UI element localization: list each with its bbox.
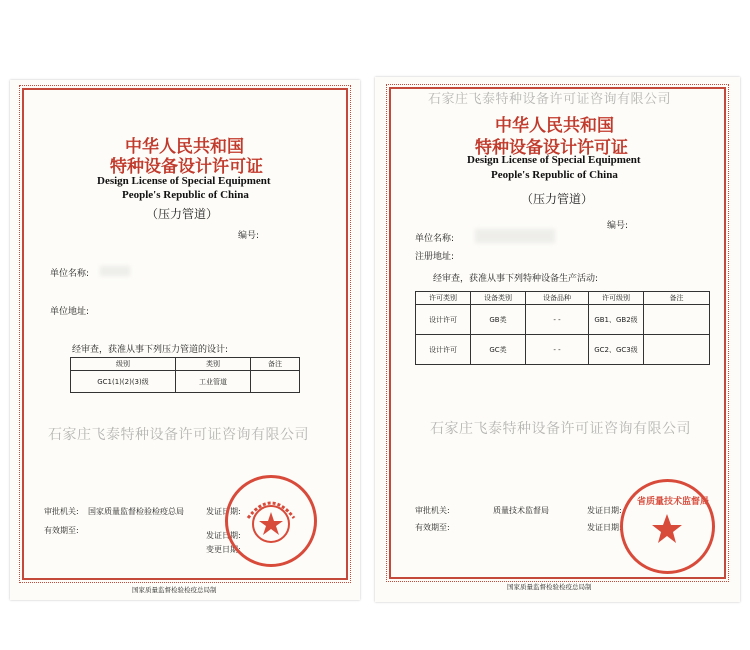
- right-footer: 国家质量监督检验检疫总局制: [507, 583, 592, 591]
- left-table-header: 类别: [176, 358, 251, 371]
- left-category: （压力管道）: [146, 207, 219, 221]
- left-footer: 国家质量监督检验检疫总局制: [132, 586, 217, 594]
- left-change-date-label: 变更日期:: [206, 545, 241, 554]
- watermark-middle-right: 石家庄飞泰特种设备许可证咨询有限公司: [430, 421, 691, 437]
- left-license-table: [70, 357, 300, 393]
- left-table-cell: GC1(1)(2)(3)级: [71, 371, 176, 393]
- right-approving-authority-label: 审批机关:: [415, 506, 450, 515]
- left-approval-text: 经审查，获准从事下列压力管道的设计:: [72, 345, 229, 355]
- right-table-cell: GC类: [471, 335, 526, 365]
- left-title-en-line2: People's Republic of China: [122, 189, 249, 201]
- right-table-cell: - -: [526, 335, 589, 365]
- right-table-header: 设备类别: [471, 292, 526, 305]
- right-table-header: 备注: [644, 292, 710, 305]
- left-issue-date-label-2: 发证日期:: [206, 531, 241, 540]
- right-table-cell: [644, 305, 710, 335]
- right-issue-date-label-2: 发证日期:: [587, 523, 622, 532]
- right-table-cell: [644, 335, 710, 365]
- left-approving-authority: 国家质量监督检验检疫总局: [88, 507, 184, 516]
- national-emblem-icon: [228, 478, 314, 564]
- left-number-label: 编号:: [238, 231, 260, 241]
- left-unit-name-label: 单位名称:: [50, 269, 90, 279]
- right-table-header: 许可级别: [589, 292, 644, 305]
- left-title-en-line1: Design License of Special Equipment: [97, 175, 271, 187]
- right-approval-text: 经审查，获准从事下列特种设备生产活动:: [433, 274, 599, 284]
- left-table-cell: [251, 371, 300, 393]
- left-approving-authority-label: 审批机关:: [44, 507, 79, 516]
- right-title-en-line1: Design License of Special Equipment: [467, 154, 641, 166]
- right-redacted-name: [475, 229, 555, 243]
- left-official-seal: [225, 475, 317, 567]
- right-table-cell: GB类: [471, 305, 526, 335]
- left-table-header: 级别: [71, 358, 176, 371]
- right-title-en-line2: People's Republic of China: [491, 169, 618, 181]
- watermark-middle-left: 石家庄飞泰特种设备许可证咨询有限公司: [48, 427, 309, 443]
- right-table-header: 设备品种: [526, 292, 589, 305]
- left-table-cell: 工业管道: [176, 371, 251, 393]
- right-seal-text: 省质量技术监督局: [637, 497, 710, 507]
- right-table-cell: GC2、GC3级: [589, 335, 644, 365]
- right-table-cell: 设计许可: [416, 305, 471, 335]
- right-validity-label: 有效期至:: [415, 523, 450, 532]
- right-unit-name-label: 单位名称:: [415, 234, 455, 244]
- right-license-table: [415, 291, 710, 365]
- left-issue-date-label: 发证日期:: [206, 507, 241, 516]
- left-redacted-name: [100, 266, 130, 276]
- right-certificate: [375, 77, 740, 602]
- right-table-cell: 设计许可: [416, 335, 471, 365]
- right-issue-date-label: 发证日期:: [587, 506, 622, 515]
- right-table-header: 许可类别: [416, 292, 471, 305]
- right-number-label: 编号:: [607, 221, 629, 231]
- left-unit-address-label: 单位地址:: [50, 307, 90, 317]
- left-table-header: 备注: [251, 358, 300, 371]
- right-category: （压力管道）: [521, 192, 594, 206]
- right-approving-authority: 质量技术监督局: [493, 506, 549, 515]
- right-official-seal: [620, 479, 715, 574]
- right-title-line1: 中华人民共和国: [495, 116, 614, 136]
- right-table-cell: - -: [526, 305, 589, 335]
- left-title-line1: 中华人民共和国: [125, 137, 244, 157]
- right-title-line2: 特种设备设计许可证: [475, 138, 628, 158]
- left-title-line2: 特种设备设计许可证: [110, 157, 263, 177]
- watermark-top-right: 石家庄飞泰特种设备许可证咨询有限公司: [428, 92, 672, 107]
- right-registered-address-label: 注册地址:: [415, 252, 455, 262]
- left-certificate: [10, 80, 360, 600]
- left-validity-label: 有效期至:: [44, 526, 79, 535]
- right-table-cell: GB1、GB2级: [589, 305, 644, 335]
